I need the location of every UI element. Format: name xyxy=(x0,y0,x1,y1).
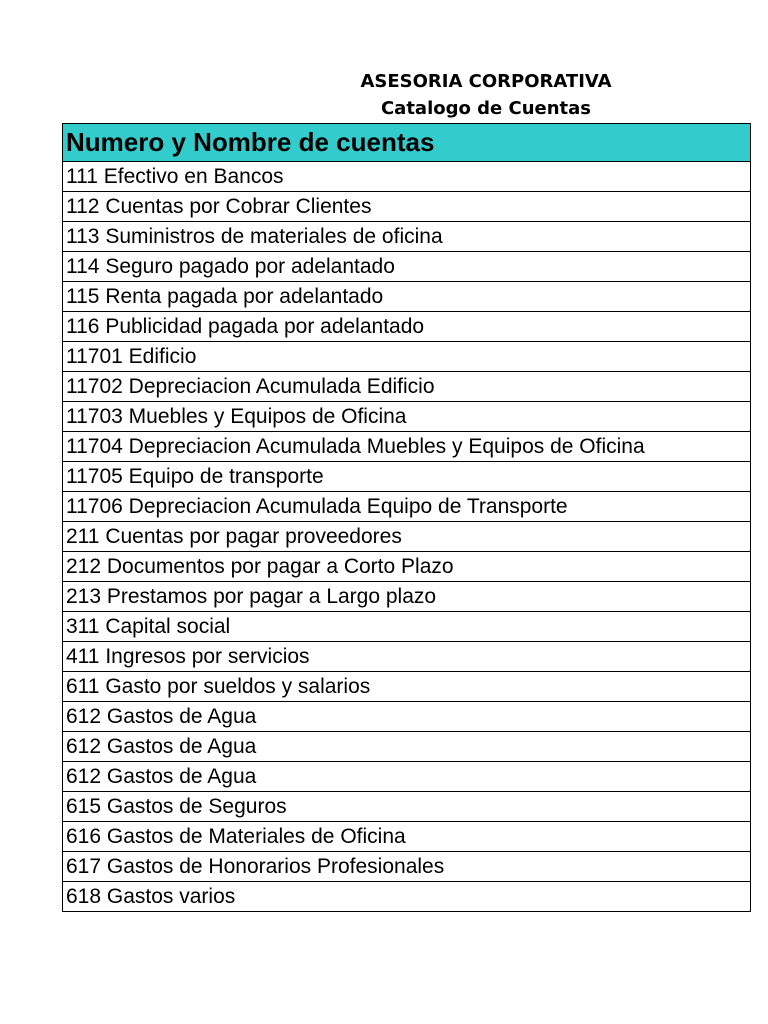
account-cell: 113 Suministros de materiales de oficina xyxy=(63,222,751,252)
table-row xyxy=(63,162,751,192)
company-name: ASESORIA CORPORATIVA xyxy=(360,71,612,92)
table-row xyxy=(63,612,751,642)
account-cell: 112 Cuentas por Cobrar Clientes xyxy=(63,192,751,222)
account-cell: 11705 Equipo de transporte xyxy=(63,462,751,492)
table-row xyxy=(63,342,751,372)
account-cell: 11701 Edificio xyxy=(63,342,751,372)
account-cell: 615 Gastos de Seguros xyxy=(63,792,751,822)
table-row xyxy=(63,222,751,252)
table-row xyxy=(63,372,751,402)
account-cell: 115 Renta pagada por adelantado xyxy=(63,282,751,312)
table-row xyxy=(63,252,751,282)
table-row xyxy=(63,192,751,222)
table-row xyxy=(63,792,751,822)
table-row xyxy=(63,402,751,432)
account-cell: 11706 Depreciacion Acumulada Equipo de Transporte xyxy=(63,492,751,522)
account-cell: 311 Capital social xyxy=(63,612,751,642)
table-row xyxy=(63,312,751,342)
table-row xyxy=(63,642,751,672)
table-row xyxy=(63,282,751,312)
account-cell: 11702 Depreciacion Acumulada Edificio xyxy=(63,372,751,402)
document-title: Catalogo de Cuentas xyxy=(380,98,592,119)
table-row xyxy=(63,732,751,762)
table-header-row xyxy=(63,124,751,162)
account-cell: 616 Gastos de Materiales de Oficina xyxy=(63,822,751,852)
account-cell: 611 Gasto por sueldos y salarios xyxy=(63,672,751,702)
account-cell: 612 Gastos de Agua xyxy=(63,732,751,762)
table-row xyxy=(63,522,751,552)
table-row xyxy=(63,432,751,462)
account-cell: 612 Gastos de Agua xyxy=(63,762,751,792)
account-cell: 116 Publicidad pagada por adelantado xyxy=(63,312,751,342)
account-cell: 411 Ingresos por servicios xyxy=(63,642,751,672)
account-cell: 11704 Depreciacion Acumulada Muebles y Equipos de Oficina xyxy=(63,432,751,462)
account-cell: 612 Gastos de Agua xyxy=(63,702,751,732)
table-row xyxy=(63,492,751,522)
column-header-accounts: Numero y Nombre de cuentas xyxy=(63,124,751,162)
table-row xyxy=(63,882,751,912)
table-row xyxy=(63,822,751,852)
account-cell: 111 Efectivo en Bancos xyxy=(63,162,751,192)
account-cell: 213 Prestamos por pagar a Largo plazo xyxy=(63,582,751,612)
table-row xyxy=(63,702,751,732)
table-row xyxy=(63,552,751,582)
account-cell: 211 Cuentas por pagar proveedores xyxy=(63,522,751,552)
account-cell: 617 Gastos de Honorarios Profesionales xyxy=(63,852,751,882)
account-cell: 618 Gastos varios xyxy=(63,882,751,912)
table-row xyxy=(63,672,751,702)
table-row xyxy=(63,852,751,882)
table-row xyxy=(63,582,751,612)
table-row xyxy=(63,462,751,492)
accounts-table xyxy=(62,123,751,912)
table-row xyxy=(63,762,751,792)
account-cell: 114 Seguro pagado por adelantado xyxy=(63,252,751,282)
account-cell: 11703 Muebles y Equipos de Oficina xyxy=(63,402,751,432)
account-cell: 212 Documentos por pagar a Corto Plazo xyxy=(63,552,751,582)
